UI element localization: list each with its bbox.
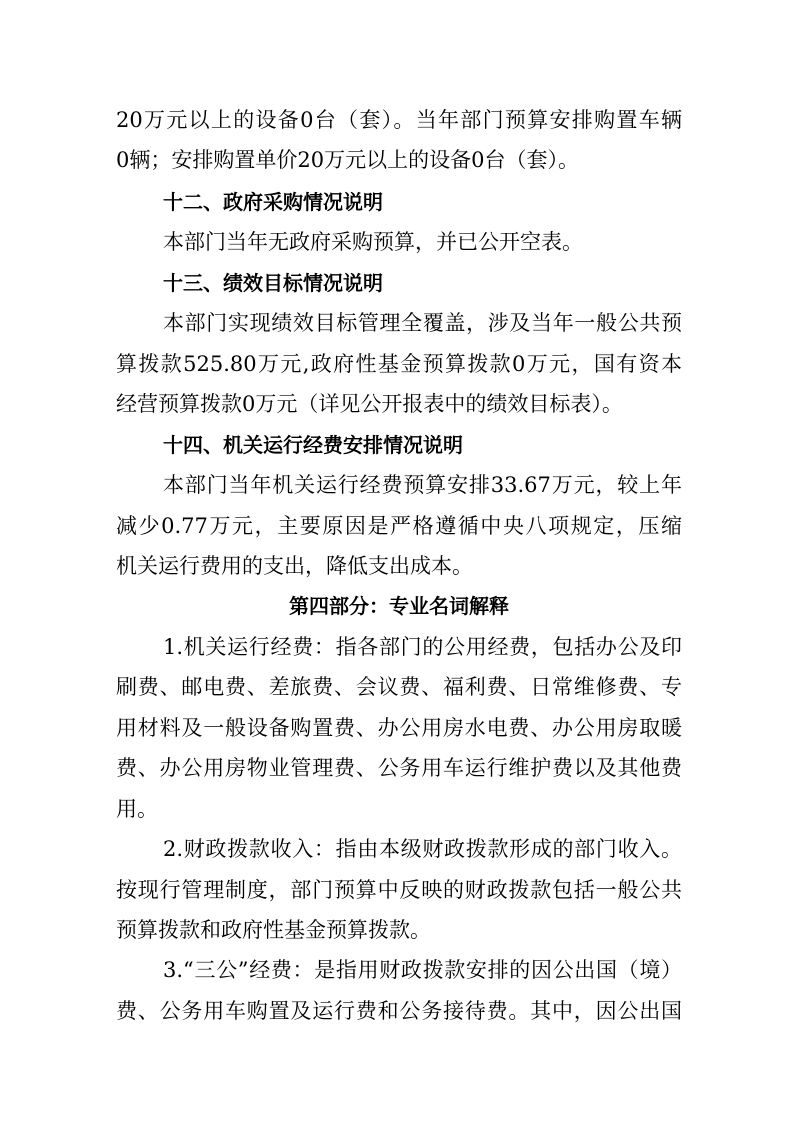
section-12-heading: 十二、政府采购情况说明 bbox=[163, 190, 383, 214]
section-12-text: 本部门当年无政府采购预算，并已公开空表。 bbox=[163, 230, 583, 254]
section-13-line-3: 经营预算拨款0万元（详见公开报表中的绩效目标表）。 bbox=[116, 392, 623, 416]
term-2-line-2: 按现行管理制度，部门预算中反映的财政拨款包括一般公共 bbox=[116, 878, 682, 902]
section-14-line-2: 减少0.77万元，主要原因是严格遵循中央八项规定，压缩 bbox=[116, 514, 682, 538]
term-1-line-5: 用。 bbox=[116, 797, 158, 821]
section-13-line-2: 算拨款525.80万元,政府性基金预算拨款0万元，国有资本 bbox=[116, 352, 682, 376]
term-3-line-1: 3.“三公”经费：是指用财政拨款安排的因公出国（境） bbox=[163, 958, 682, 982]
term-1-line-4: 费、办公用房物业管理费、公务用车运行维护费以及其他费 bbox=[116, 756, 682, 780]
section-14-heading: 十四、机关运行经费安排情况说明 bbox=[163, 433, 463, 457]
term-1-line-1: 1.机关运行经费：指各部门的公用经费，包括办公及印 bbox=[163, 635, 682, 659]
term-3-line-2: 费、公务用车购置及运行费和公务接待费。其中，因公出国 bbox=[116, 999, 682, 1023]
section-14-line-3: 机关运行费用的支出，降低支出成本。 bbox=[116, 554, 473, 578]
part-4-title: 第四部分：专业名词解释 bbox=[289, 594, 509, 618]
section-13-heading: 十三、绩效目标情况说明 bbox=[163, 271, 383, 295]
term-1-line-2: 刷费、邮电费、差旅费、会议费、福利费、日常维修费、专 bbox=[116, 675, 682, 699]
continuation-line-2: 0辆；安排购置单价20万元以上的设备0台（套）。 bbox=[116, 148, 579, 172]
continuation-line-1: 20万元以上的设备0台（套）。当年部门预算安排购置车辆 bbox=[116, 108, 682, 132]
section-13-line-1: 本部门实现绩效目标管理全覆盖，涉及当年一般公共预 bbox=[163, 311, 682, 335]
term-2-line-1: 2.财政拨款收入：指由本级财政拨款形成的部门收入。 bbox=[163, 837, 682, 861]
term-1-line-3: 用材料及一般设备购置费、办公用房水电费、办公用房取暖 bbox=[116, 716, 682, 740]
section-14-line-1: 本部门当年机关运行经费预算安排33.67万元，较上年 bbox=[163, 473, 682, 497]
term-2-line-3: 预算拨款和政府性基金预算拨款。 bbox=[116, 918, 431, 942]
